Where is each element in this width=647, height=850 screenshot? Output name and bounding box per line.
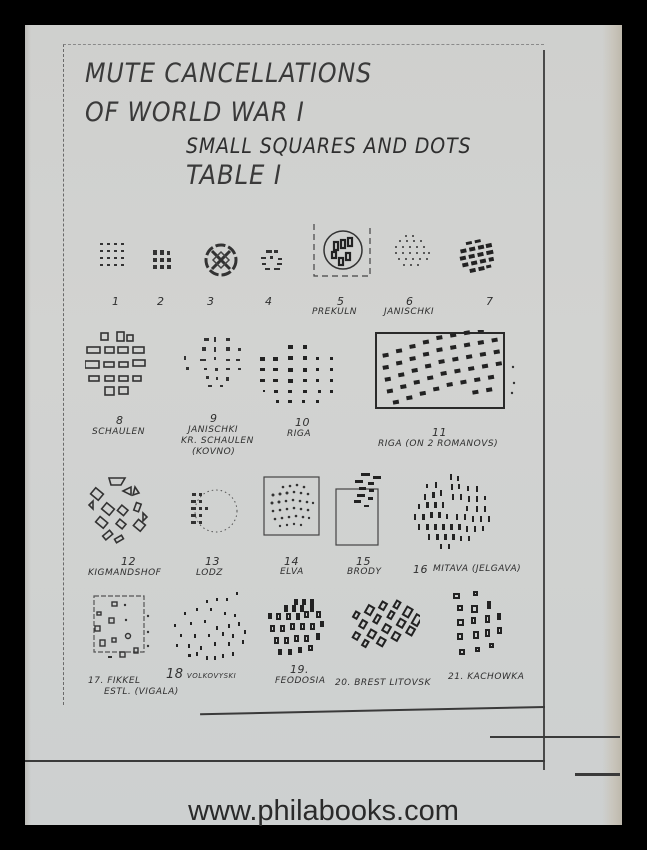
document-title-line-1: MUTE CANCELLATIONS [85, 58, 373, 89]
cancellation-13-name: LODZ [196, 568, 223, 578]
cancellation-19-image [265, 598, 331, 660]
cancellation-8-number: 8 [116, 414, 124, 427]
cancellation-14-name: ELVA [280, 567, 304, 577]
cancellation-11-name: RIGA (ON 2 ROMANOVS) [378, 439, 499, 449]
cancellation-9-name: JANISCHKI [188, 425, 239, 435]
cancellation-7-number: 7 [486, 295, 494, 308]
cancellation-8-image [85, 330, 165, 410]
cancellation-15-number: 15 [356, 555, 371, 568]
website-watermark: www.philabooks.com [188, 795, 459, 827]
table-frame-right-border [543, 50, 545, 770]
cancellation-18-name: VOLKOVYSKI [186, 672, 237, 680]
cancellation-12-name: KIGMANDSHOF [88, 568, 162, 578]
cancellation-18-number: 18 [166, 667, 184, 682]
cancellation-1-image [98, 240, 134, 276]
cancellation-10-image [258, 342, 340, 404]
cancellation-20-name: BREST LITOVSK [354, 678, 431, 688]
cancellation-4-number: 4 [265, 295, 273, 308]
cancellation-21-number: 21. [448, 672, 464, 682]
cancellation-5-name: PREKULN [312, 307, 357, 317]
cancellation-10-name: RIGA [287, 429, 312, 439]
divider-line [575, 773, 620, 776]
cancellation-6-image [390, 232, 434, 272]
cancellation-14-number: 14 [284, 555, 299, 568]
cancellation-21-label [448, 672, 524, 683]
cancellation-19-name: FEODOSIA [275, 676, 326, 686]
cancellation-21-name: KACHOWKA [467, 672, 525, 682]
cancellation-8-name: SCHAULEN [92, 427, 145, 437]
cancellation-4-image [258, 248, 286, 274]
cancellation-5-image [312, 222, 372, 278]
cancellation-14-image [263, 475, 321, 539]
cancellation-16-number: 16 [413, 563, 428, 576]
document-subtitle: SMALL SQUARES AND DOTS [186, 134, 472, 158]
table-label: TABLE I [186, 160, 282, 191]
cancellation-16-image [410, 472, 500, 552]
cancellation-20-number: 20. [335, 678, 351, 688]
cancellation-12-number: 12 [121, 555, 136, 568]
cancellation-9-name-line-2: KR. SCHAULEN [181, 436, 254, 446]
cancellation-2-image [150, 248, 180, 274]
page-edge-right [602, 25, 622, 825]
cancellation-9-number: 9 [210, 412, 218, 425]
cancellation-11-image [374, 330, 519, 420]
cancellation-11-number: 11 [432, 426, 447, 439]
cancellation-16-name: MITAVA (JELGAVA) [433, 564, 522, 574]
cancellation-17-label [88, 676, 141, 687]
document-title-line-2: OF WORLD WAR I [85, 97, 305, 128]
cancellation-20-image [340, 594, 420, 666]
cancellation-18-label [166, 669, 236, 682]
cancellation-9-name-line-3: (KOVNO) [192, 447, 236, 457]
cancellation-10-number: 10 [295, 416, 310, 429]
cancellation-5-number: 5 [337, 295, 345, 308]
cancellation-17-name-line-2: ESTL. (VIGALA) [104, 687, 179, 697]
cancellation-13-number: 13 [205, 555, 220, 568]
cancellation-3-number: 3 [207, 295, 215, 308]
cancellation-18-image [170, 590, 250, 665]
cancellation-17-image [92, 594, 154, 662]
cancellation-12-image [87, 475, 159, 547]
cancellation-9-image [182, 335, 248, 403]
cancellation-7-image [455, 236, 501, 278]
cancellation-6-name: JANISCHKI [384, 307, 435, 317]
cancellation-3-image [203, 242, 239, 278]
cancellation-21-image [452, 590, 508, 666]
cancellation-19-number: 19. [290, 663, 309, 676]
cancellation-15-image [333, 470, 383, 552]
cancellation-15-name: BRODY [347, 567, 382, 577]
cancellation-2-number: 2 [157, 295, 165, 308]
cancellation-6-number: 6 [406, 295, 414, 308]
page-edge-left [25, 25, 31, 825]
cancellation-20-label [335, 678, 431, 689]
cancellation-1-number: 1 [112, 295, 120, 308]
cancellation-13-image [188, 488, 244, 534]
divider-line [25, 760, 545, 762]
cancellation-17-name: FIKKEL [107, 676, 141, 686]
divider-line [490, 736, 620, 738]
cancellation-17-number: 17. [88, 676, 104, 686]
